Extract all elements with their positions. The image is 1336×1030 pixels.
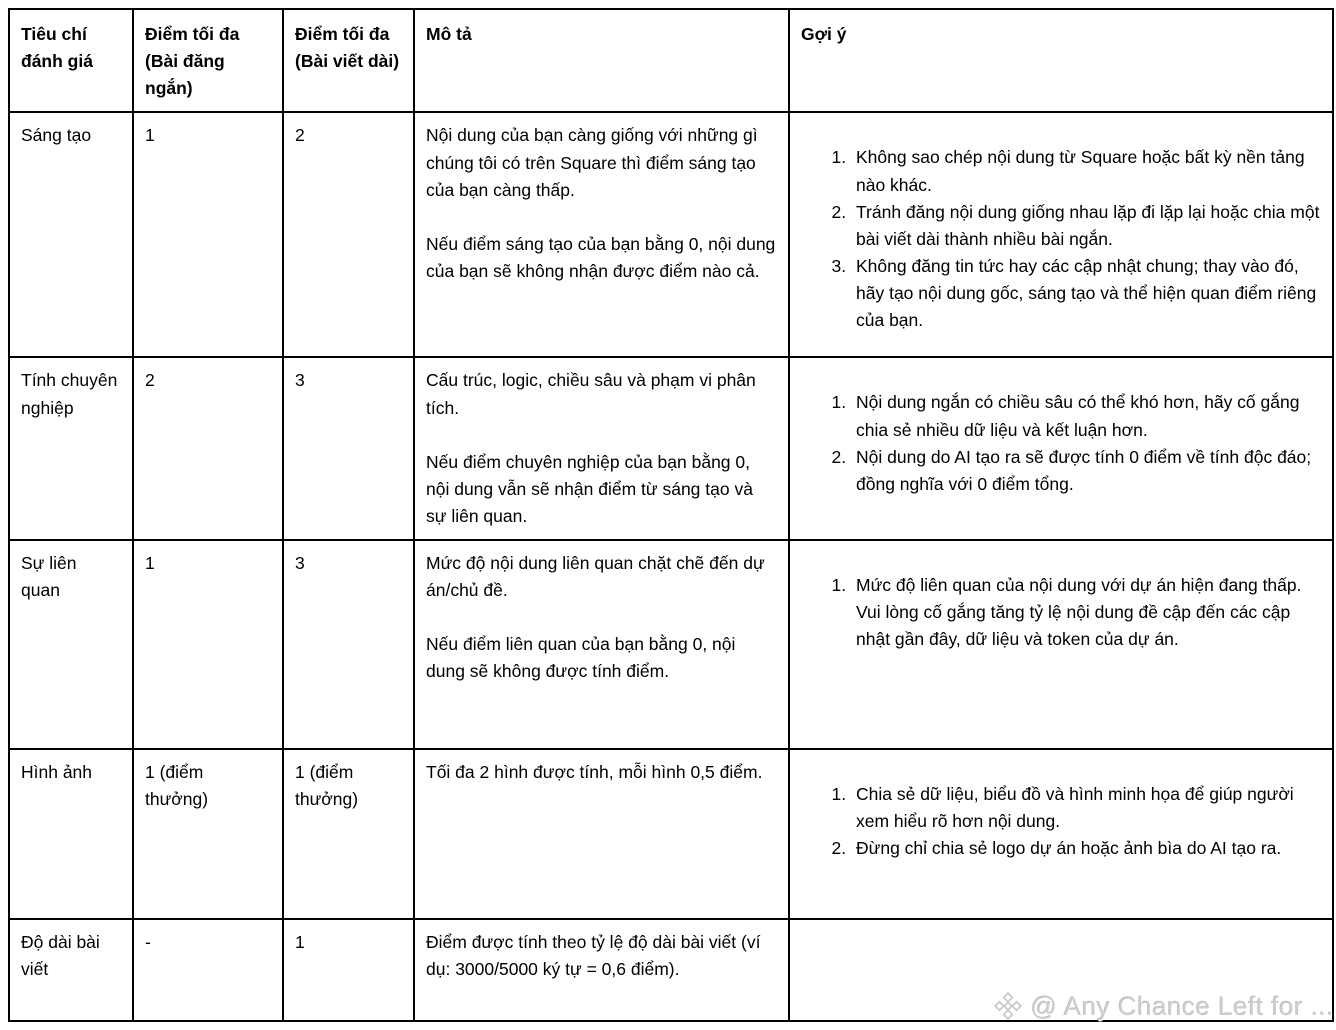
suggestion-list (801, 781, 1320, 862)
cell-suggestions (789, 112, 1333, 357)
cell-description (414, 749, 789, 919)
table-row-professionalism (9, 357, 1333, 540)
description-paragraph: Nếu điểm sáng tạo của bạn bằng 0, nội dung của bạn sẽ không nhận được điểm nào cả. (426, 233, 776, 281)
table-row-relevance (9, 540, 1333, 749)
cell-max-long: 1 (điểm thưởng) (283, 749, 414, 919)
cell-criteria: Độ dài bài viết (9, 919, 133, 1021)
cell-max-short: 2 (133, 357, 283, 540)
suggestion-item: 3. Không đăng tin tức hay các cập nhật chung; thay vào đó, hãy tạo nội dung gốc, sáng tạo và thể hiện quan điểm riêng của bạn. (851, 253, 1320, 334)
cell-description (414, 357, 789, 540)
description-paragraph: Điểm được tính theo tỷ lệ độ dài bài viết (ví dụ: 3000/5000 ký tự = 0,6 điểm). (426, 932, 761, 980)
description-paragraph: Cấu trúc, logic, chiều sâu và phạm vi phân tích. (426, 370, 756, 418)
cell-suggestions (789, 540, 1333, 749)
suggestion-item: 1. Nội dung ngắn có chiều sâu có thể khó hơn, hãy cố gắng chia sẻ nhiều dữ liệu và kết luận hơn. (851, 389, 1320, 443)
cell-max-long: 3 (283, 540, 414, 749)
cell-criteria: Hình ảnh (9, 749, 133, 919)
description-paragraph: Tối đa 2 hình được tính, mỗi hình 0,5 điểm. (426, 762, 763, 782)
suggestion-item: 2. Đừng chỉ chia sẻ logo dự án hoặc ảnh bìa do AI tạo ra. (851, 835, 1320, 862)
cell-criteria: Sáng tạo (9, 112, 133, 357)
suggestion-list (801, 144, 1320, 334)
col-header-suggestions: Gợi ý (789, 9, 1333, 112)
cell-max-short: 1 (133, 112, 283, 357)
table-row-length (9, 919, 1333, 1021)
suggestion-list (801, 389, 1320, 498)
suggestion-item: 1. Mức độ liên quan của nội dung với dự án hiện đang thấp. Vui lòng cố gắng tăng tỷ lệ nội dung đề cập đến các cập nhật gần đây, dữ liệu và token của dự án. (851, 572, 1320, 653)
table-row-images (9, 749, 1333, 919)
rubric-table (8, 8, 1334, 1022)
cell-description (414, 112, 789, 357)
suggestion-item: 1. Không sao chép nội dung từ Square hoặc bất kỳ nền tảng nào khác. (851, 144, 1320, 198)
cell-suggestions (789, 357, 1333, 540)
description-paragraph: Nội dung của bạn càng giống với những gì chúng tôi có trên Square thì điểm sáng tạo của bạn càng thấp. (426, 125, 758, 200)
cell-suggestions (789, 919, 1333, 1021)
cell-max-long: 1 (283, 919, 414, 1021)
cell-criteria: Tính chuyên nghiệp (9, 357, 133, 540)
cell-max-short: 1 (133, 540, 283, 749)
cell-max-long: 3 (283, 357, 414, 540)
col-header-description: Mô tả (414, 9, 789, 112)
suggestion-item: 2. Nội dung do AI tạo ra sẽ được tính 0 điểm về tính độc đáo; đồng nghĩa với 0 điểm tổng. (851, 444, 1320, 498)
cell-max-short: - (133, 919, 283, 1021)
table-header-row (9, 9, 1333, 112)
table-row-creativity (9, 112, 1333, 357)
suggestion-list (801, 572, 1320, 653)
suggestion-item: 2. Tránh đăng nội dung giống nhau lặp đi lặp lại hoặc chia một bài viết dài thành nhiều bài ngắn. (851, 199, 1320, 253)
cell-suggestions (789, 749, 1333, 919)
col-header-criteria: Tiêu chí đánh giá (9, 9, 133, 112)
description-paragraph: Nếu điểm chuyên nghiệp của bạn bằng 0, nội dung vẫn sẽ nhận điểm từ sáng tạo và sự liên quan. (426, 451, 753, 526)
col-header-max-long: Điểm tối đa (Bài viết dài) (283, 9, 414, 112)
col-header-max-short: Điểm tối đa (Bài đăng ngắn) (133, 9, 283, 112)
cell-description (414, 919, 789, 1021)
cell-max-short: 1 (điểm thưởng) (133, 749, 283, 919)
watermark-text: @ Any Chance Left for ... (1030, 990, 1334, 1021)
cell-description (414, 540, 789, 749)
description-paragraph: Mức độ nội dung liên quan chặt chẽ đến dự án/chủ đề. (426, 553, 765, 601)
cell-max-long: 2 (283, 112, 414, 357)
description-paragraph: Nếu điểm liên quan của bạn bằng 0, nội dung sẽ không được tính điểm. (426, 634, 736, 682)
suggestion-item: 1. Chia sẻ dữ liệu, biểu đồ và hình minh họa để giúp người xem hiểu rõ hơn nội dung. (851, 781, 1320, 835)
cell-criteria: Sự liên quan (9, 540, 133, 749)
